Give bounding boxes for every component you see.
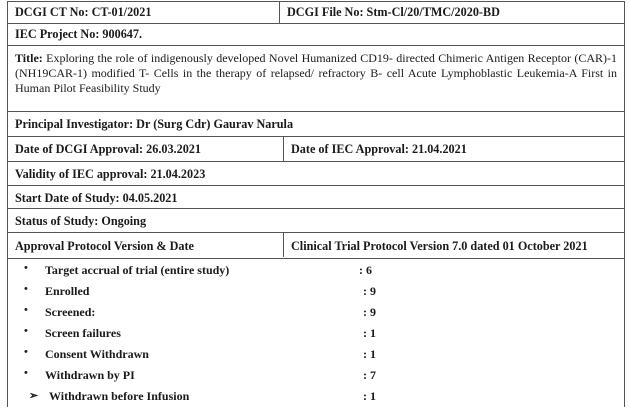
list-item <box>7 345 625 365</box>
iec-approval-date: Date of IEC Approval: 21.04.2021 <box>291 142 467 156</box>
row-pi <box>7 111 625 134</box>
row-start-date <box>7 185 625 209</box>
stat-label: Screened: <box>45 305 96 319</box>
bullet-icon: • <box>24 262 28 274</box>
row-validity <box>7 161 625 186</box>
stat-label: Withdrawn before Infusion <box>49 389 190 403</box>
title-text: Exploring the role of indigenously developed Novel Humanized CD19- directed Chimeric Antigen Receptor (CAR)-1 (NH19CAR-1) modified T- Cells in the therapy of relapsed/ refractory B- cell Acute Lymphoblastic Leukemia-A First in Human Pilot Feasibility Study <box>15 51 617 95</box>
protocol-value: Clinical Trial Protocol Version 7.0 dated 01 October 2021 <box>291 239 588 253</box>
stat-label: Target accrual of trial (entire study) <box>45 263 230 277</box>
row-iec-project <box>7 23 625 46</box>
divider <box>279 1 280 23</box>
stat-value: : 1 <box>363 389 376 403</box>
title-label: Title: <box>15 51 43 65</box>
list-item <box>7 387 625 407</box>
iec-project-number: IEC Project No: 900647. <box>15 27 143 41</box>
stat-value: : 1 <box>363 347 376 361</box>
stat-label: Screen failures <box>45 326 121 340</box>
stat-value: : 9 <box>363 284 376 298</box>
row-status <box>7 208 625 233</box>
stat-label: Consent Withdrawn <box>45 347 149 361</box>
bullet-icon: • <box>24 304 28 316</box>
list-item <box>7 261 625 281</box>
study-status: Status of Study: Ongoing <box>15 214 147 228</box>
dcgi-ct-number: DCGI CT No: CT-01/2021 <box>15 5 152 19</box>
stat-value: : 7 <box>363 368 376 382</box>
list-item <box>7 324 625 344</box>
bullet-icon: • <box>24 283 28 295</box>
study-title <box>7 46 625 112</box>
stat-value: : 1 <box>363 326 376 340</box>
bullet-icon: • <box>24 346 28 358</box>
protocol-label: Approval Protocol Version & Date <box>15 239 194 253</box>
row-title <box>7 45 625 112</box>
study-info-table <box>7 1 625 407</box>
stat-label: Withdrawn by PI <box>45 368 135 382</box>
row-approval-dates <box>7 136 625 162</box>
list-item <box>7 282 625 302</box>
bullet-icon: • <box>24 367 28 379</box>
row-dcgi <box>7 1 625 24</box>
bullet-icon: • <box>24 325 28 337</box>
list-item <box>7 303 625 323</box>
list-item <box>7 366 625 386</box>
stat-label: Enrolled <box>45 284 90 298</box>
arrow-bullet-icon: ➢ <box>29 390 39 402</box>
start-date: Start Date of Study: 04.05.2021 <box>15 191 178 205</box>
principal-investigator: Principal Investigator: Dr (Surg Cdr) Gaurav Narula <box>15 117 294 131</box>
divider <box>283 136 284 161</box>
stat-value: : 9 <box>363 305 376 319</box>
divider <box>283 232 284 257</box>
row-protocol <box>7 232 625 259</box>
dcgi-approval-date: Date of DCGI Approval: 26.03.2021 <box>15 142 201 156</box>
iec-validity: Validity of IEC approval: 21.04.2023 <box>15 167 206 181</box>
dcgi-file-number: DCGI File No: Stm-Cl/20/TMC/2020-BD <box>287 5 500 19</box>
stat-value: : 6 <box>359 263 372 277</box>
